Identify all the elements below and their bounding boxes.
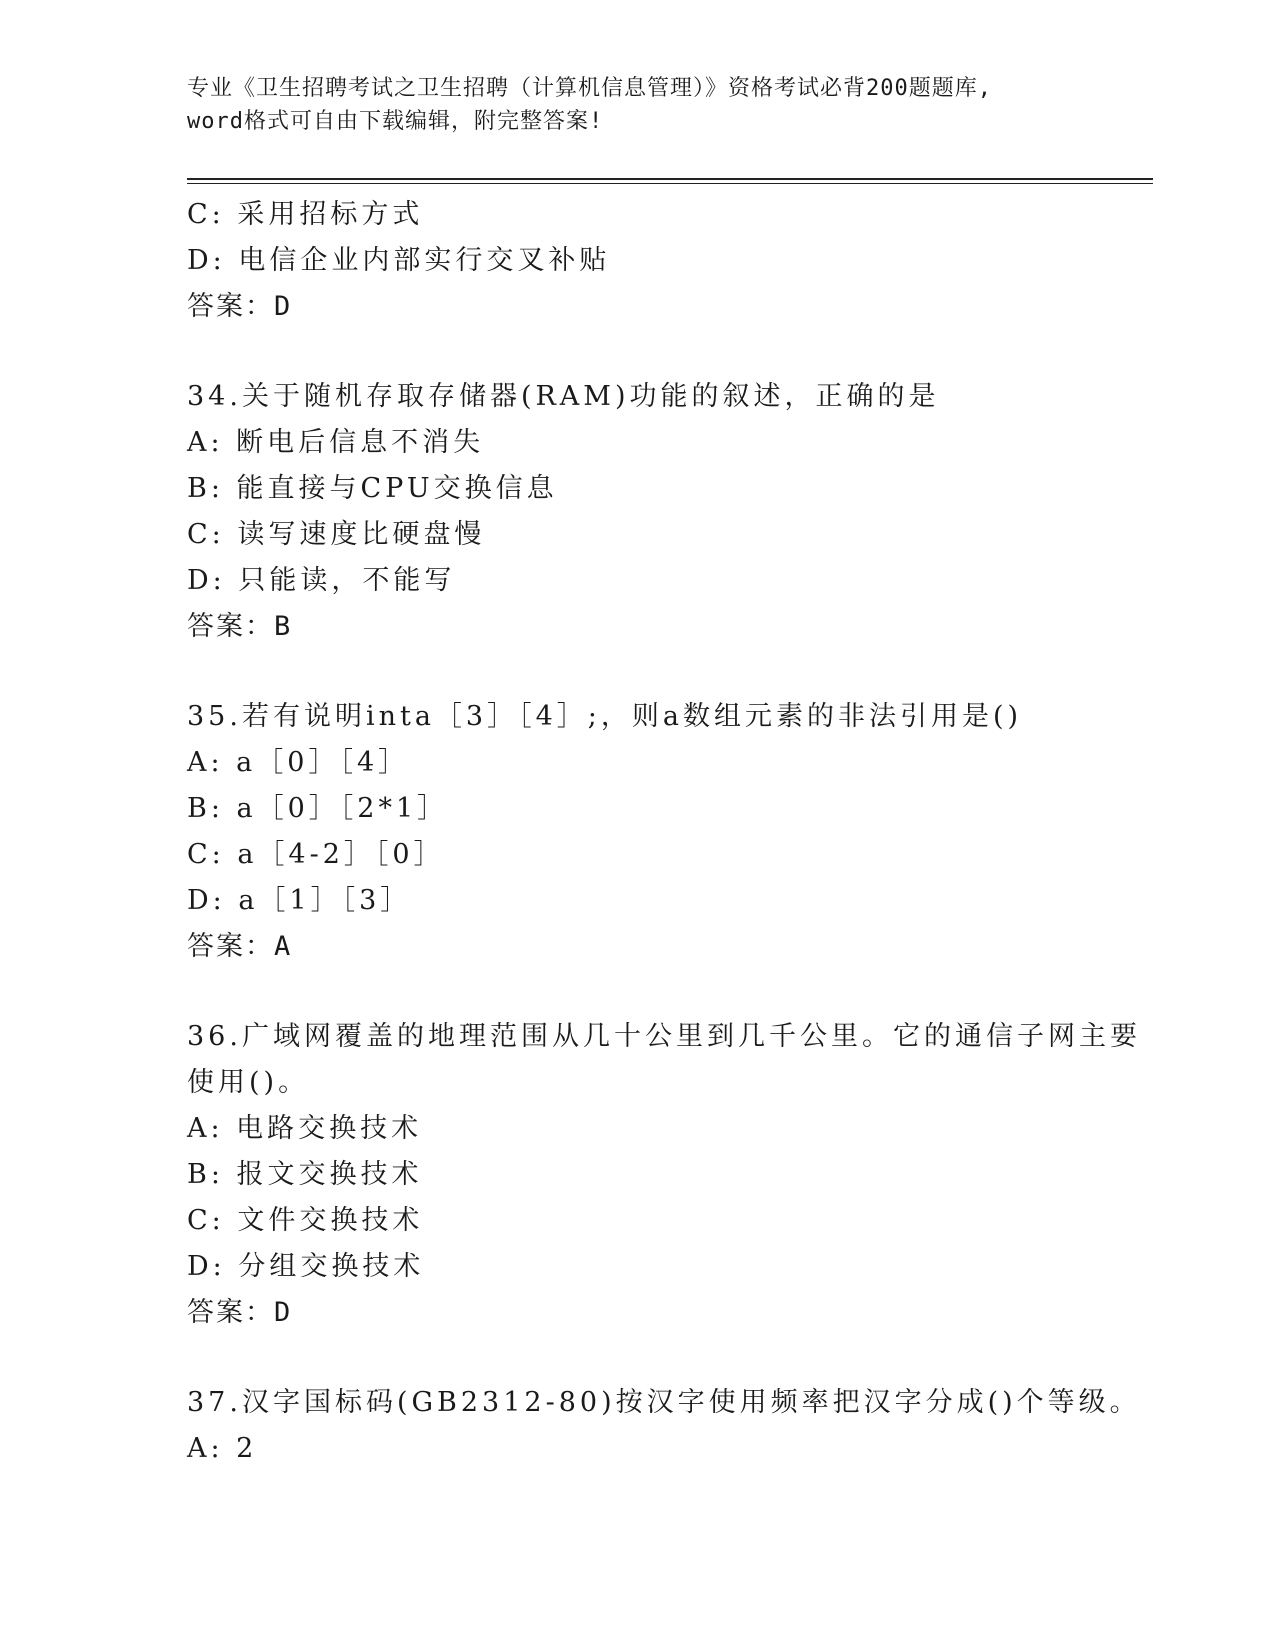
option-a: A: 2 (187, 1433, 258, 1464)
question-stem: 37.汉字国标码(GB2312-80)按汉字使用频率把汉字分成()个等级。 (187, 1387, 1141, 1418)
question-stem: 34.关于随机存取存储器(RAM)功能的叙述，正确的是 (187, 381, 940, 412)
option-b: B: a［0］［2*1］ (187, 793, 449, 824)
document-header (187, 72, 1087, 138)
header-title-line-1: 专业《卫生招聘考试之卫生招聘（计算机信息管理）》资格考试必背200题题库, (187, 76, 992, 101)
header-divider-thin (187, 183, 1153, 184)
question-stem: 36.广域网覆盖的地理范围从几十公里到几千公里。它的通信子网主要 (187, 1021, 1141, 1052)
option-c: C: 采用招标方式 (187, 199, 424, 230)
partial-question (187, 192, 1153, 330)
answer-line: 答案：D (187, 291, 293, 322)
question-35 (187, 694, 1153, 970)
option-c: C: 读写速度比硬盘慢 (187, 519, 486, 550)
question-stem: 35.若有说明inta［3］［4］;，则a数组元素的非法引用是() (187, 701, 1023, 732)
option-c: C: a［4-2］［0］ (187, 839, 445, 870)
option-a: A: 电路交换技术 (187, 1113, 423, 1144)
question-stem-continued: 使用()。 (187, 1067, 310, 1098)
question-34 (187, 374, 1153, 650)
option-a: A: 断电后信息不消失 (187, 427, 485, 458)
header-divider-thick (187, 178, 1153, 180)
option-d: D: a［1］［3］ (187, 885, 412, 916)
option-a: A: a［0］［4］ (187, 747, 410, 778)
answer-line: 答案：D (187, 1297, 293, 1328)
option-b: B: 报文交换技术 (187, 1159, 423, 1190)
question-36 (187, 1014, 1153, 1336)
option-d: D: 电信企业内部实行交叉补贴 (187, 245, 611, 276)
header-title-line-2: word格式可自由下载编辑，附完整答案! (187, 109, 604, 134)
question-37 (187, 1380, 1153, 1472)
option-d: D: 分组交换技术 (187, 1251, 425, 1282)
answer-line: 答案：A (187, 931, 293, 962)
option-c: C: 文件交换技术 (187, 1205, 424, 1236)
option-d: D: 只能读，不能写 (187, 565, 456, 596)
answer-line: 答案：B (187, 611, 293, 642)
option-b: B: 能直接与CPU交换信息 (187, 473, 558, 504)
question-content (187, 192, 1153, 1472)
